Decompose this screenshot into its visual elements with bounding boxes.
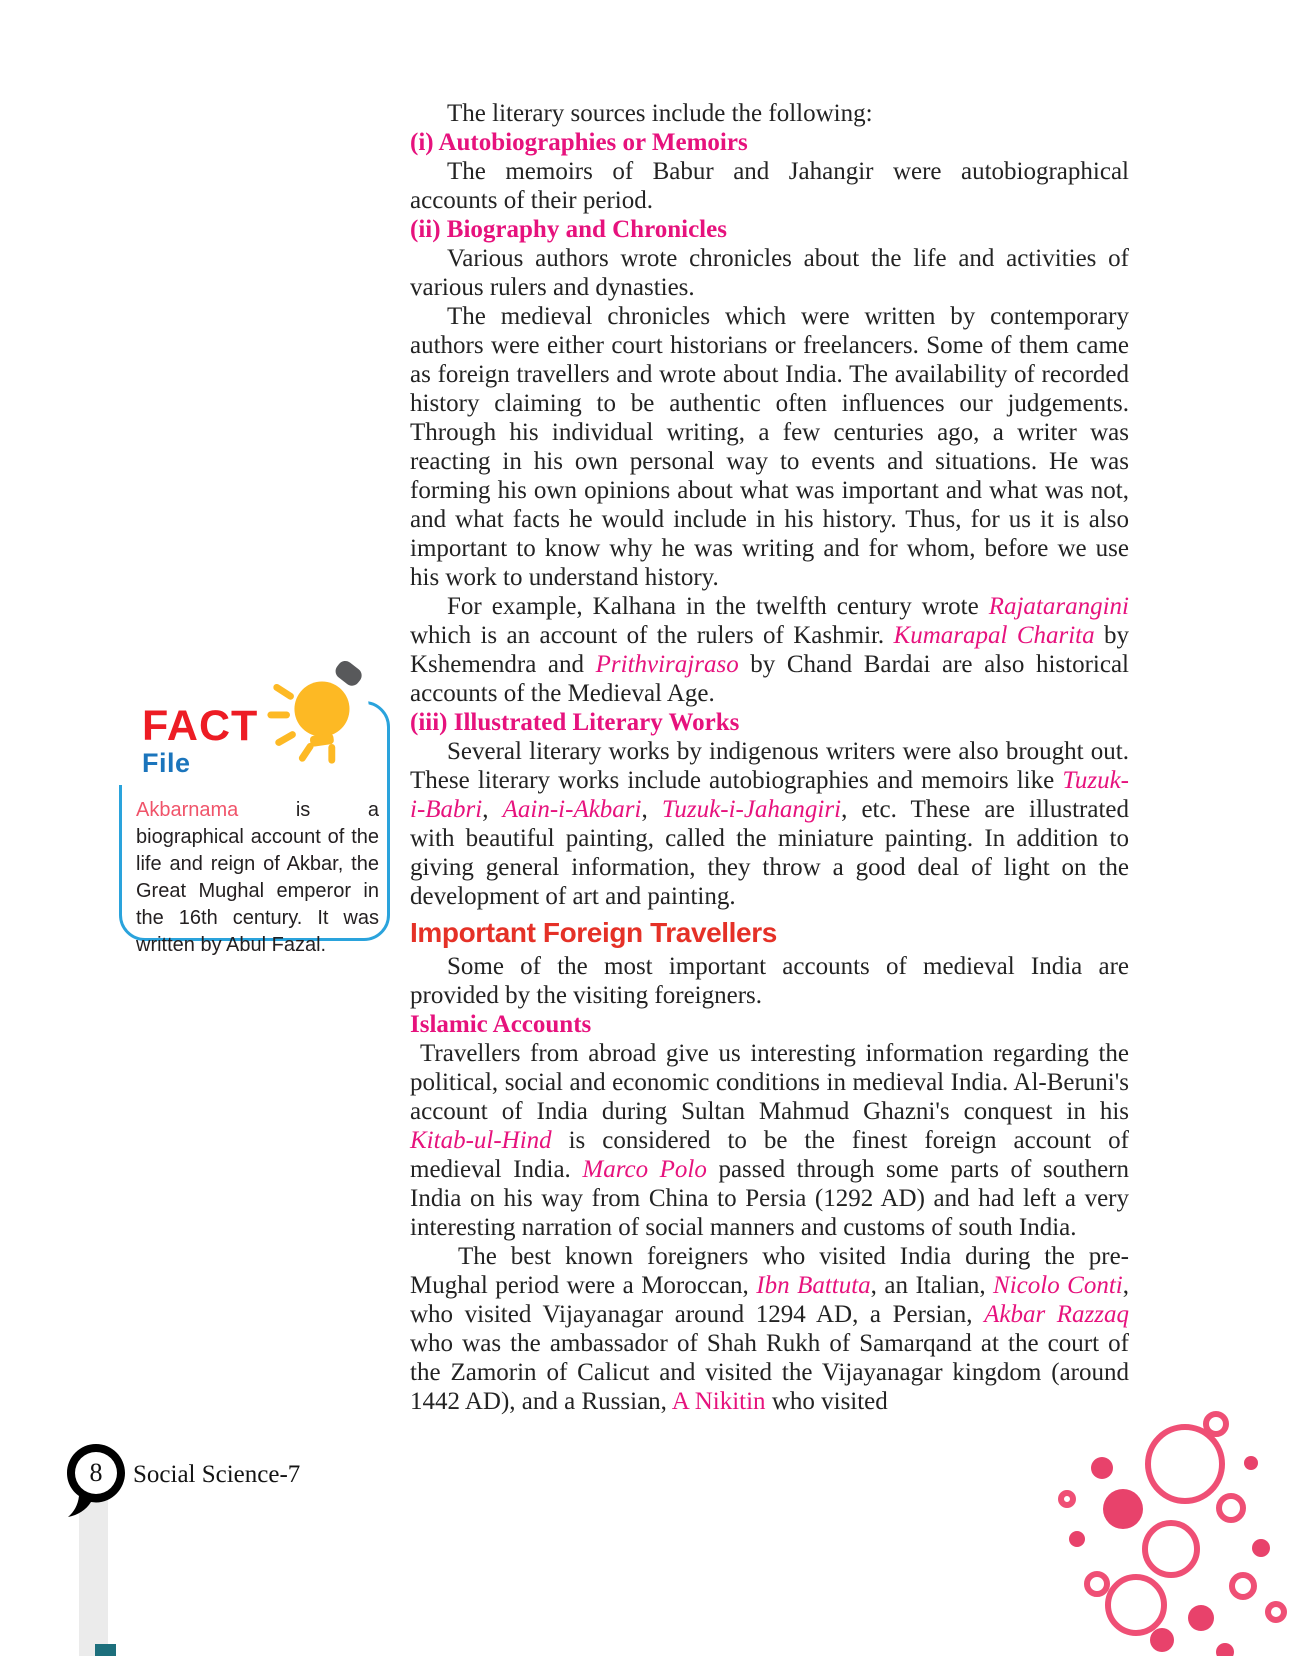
page-number: 8 [89,1458,103,1487]
heading-important-foreign-travellers: Important Foreign Travellers [410,917,777,948]
text-run: which is an account of the rulers of Kashmir. [410,622,894,649]
text-run: Travellers from abroad give us interesting information regarding the political, social and economic conditions in medieval India. Al-Beruni's account of India during Sultan Mahmud Ghazni's conquest in his [410,1040,1129,1125]
decorative-circles [1020,1402,1296,1656]
paragraph-several-works [410,737,1129,911]
heading-biography-chronicles: (ii) Biography and Chronicles [410,216,727,243]
text-run: , who visited Vijayanagar around 1294 AD, a Persian, [410,1272,1129,1328]
page-number-badge [63,1442,129,1518]
file-label: File [142,748,191,778]
text-run: passed through some parts of southern India on his way from China to Persia (1292 AD) and had left a very interesting narration of social manners and customs of south India. [410,1156,1129,1241]
highlight-term: Tuzuk-i-Jahangiri [661,796,842,823]
fact-file-box [119,701,390,956]
paragraph-kalhana-example [410,592,1129,708]
strip-end-accent [95,1644,116,1656]
text-run: , etc. These are illustrated with beautiful painting, called the miniature painting. In addition to giving general information, they throw a good deal of light on the development of art and painting. [410,796,1130,910]
lightbulb-graphic [261,652,379,770]
highlight-term: Kitab-ul-Hind [410,1127,552,1154]
highlight-term: A Nikitin [671,1388,766,1415]
paragraph-various-authors: Various authors wrote chronicles about the life and activities of various rulers and dynasties. [410,245,1129,301]
text-run: is considered to be the finest foreign account of medieval India. [410,1127,1129,1183]
fact-label: FACT [142,702,259,750]
paragraph-best-known-foreigners [410,1242,1129,1416]
highlight-term: Prithvirajraso [595,651,739,678]
heading-illustrated-works: (iii) Illustrated Literary Works [410,709,740,736]
text-run: who was the ambassador of Shah Rukh of Samarqand at the court of the Zamorin of Calicut and visited the Vijayanagar kingdom (around 1442 AD), and a Russian, [410,1330,1129,1415]
main-text-column [410,99,1129,1416]
highlight-term: Ibn Battuta [756,1272,871,1299]
text-run: by Chand Bardai are also historical accounts of the Medieval Age. [410,651,1129,707]
text-run: , [641,796,662,823]
highlight-term: Akbar Razzaq [984,1301,1130,1328]
text-run: For example, Kalhana in the twelfth century wrote [447,593,989,620]
fact-file-text [136,797,379,959]
text-run: , [482,796,503,823]
highlight-term: Akbarnama [136,799,239,821]
paragraph-some-accounts: Some of the most important accounts of medieval India are provided by the visiting foreigners. [410,953,1129,1009]
paragraph-travellers-abroad [410,1039,1129,1242]
highlight-term: Tuzuk-i-Babri [410,767,1129,823]
text-run: Several literary works by indigenous writers were also brought out. These literary works include autobiographies and memoirs like [410,738,1129,794]
fact-file-title [142,704,258,778]
highlight-term: Marco Polo [582,1156,707,1183]
text-run: The best known foreigners who visited India during the pre-Mughal period were a Moroccan, [410,1243,1129,1299]
heading-autobiographies-memoirs: (i) Autobiographies or Memoirs [410,129,748,156]
intro-paragraph: The literary sources include the following: [447,100,873,127]
highlight-term: Rajatarangini [988,593,1129,620]
paragraph-memoirs: The memoirs of Babur and Jahangir were autobiographical accounts of their period. [410,158,1129,214]
book-title: Social Science-7 [133,1461,301,1488]
highlight-term: Kumarapal Charita [893,622,1095,649]
text-run: who visited [765,1388,888,1415]
heading-islamic-accounts: Islamic Accounts [410,1011,592,1038]
highlight-term: Nicolo Conti [993,1272,1123,1299]
text-run: by Kshemendra and [410,622,1129,678]
paragraph-medieval-chronicles: The medieval chronicles which were written by contemporary authors were either court historians or freelancers. Some of them came as foreign travellers and wrote about India. The availability of recorded history claiming to be authentic often influences our judgements. Through his individual writing, a few centuries ago, a writer was reacting in his own personal way to events and situations. He was forming his own opinions about what was important and what was not, and what facts he would include in his history. Thus, for us it is also important to know why he was writing and for whom, before we use his work to understand history. [410,303,1129,591]
text-run: , an Italian, [870,1272,994,1299]
highlight-term: Aain-i-Akbari [502,796,642,823]
lightbulb-icon [261,652,379,770]
text-run: is a biographical account of the life and reign of Akbar, the Great Mughal emperor in the 16th century. It was written by Abul Fazal. [136,799,379,956]
